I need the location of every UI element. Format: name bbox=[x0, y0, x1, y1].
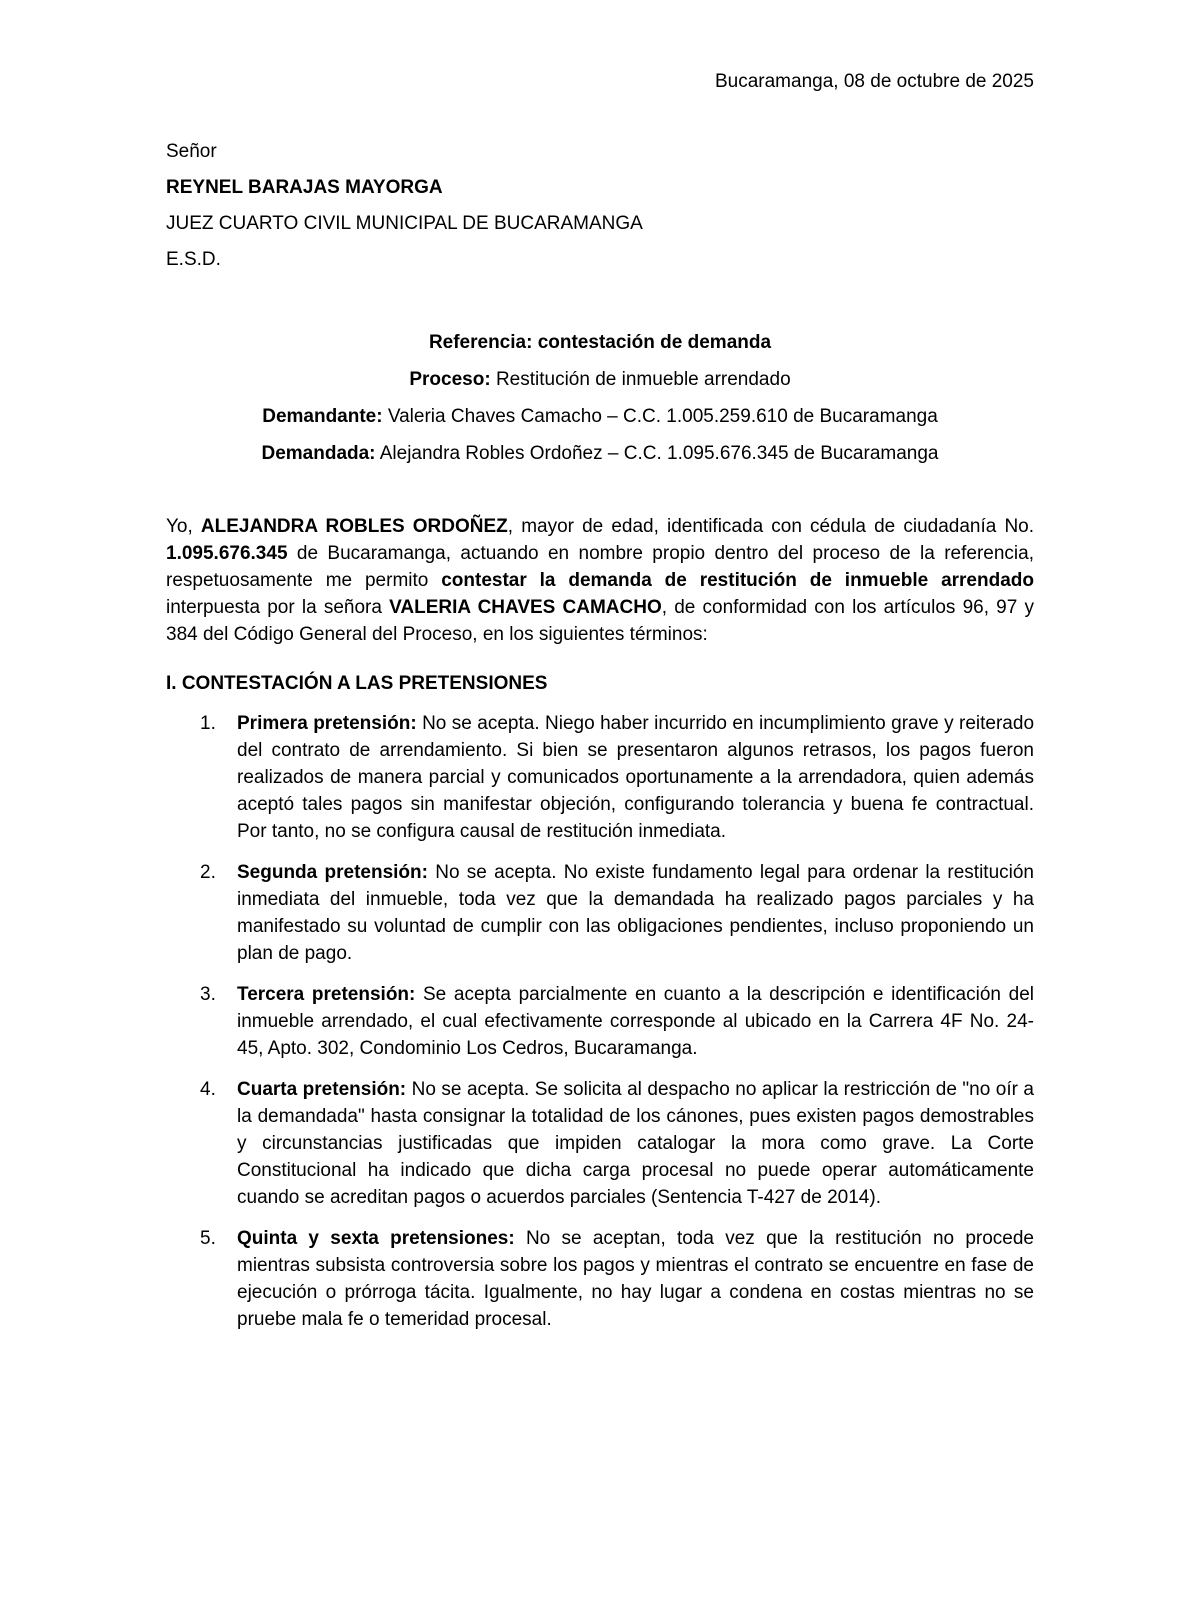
item-text: No se aceptan, toda vez que la restitución no procede mientras subsista controversia sobre los pagos y mientras el contrato se encuentre en fase de ejecución o prórroga tácita. Igualmente, no hay lugar a condena en costas mientras no se pruebe mala fe o temeridad procesal. bbox=[237, 1228, 1034, 1330]
item-number: 2. bbox=[200, 862, 216, 883]
item-label: Tercera pretensión: bbox=[237, 984, 416, 1005]
intro-bold-plaintiff: VALERIA CHAVES CAMACHO bbox=[389, 597, 662, 618]
intro-bold-name: ALEJANDRA ROBLES ORDOÑEZ bbox=[200, 516, 508, 537]
intro-paragraph bbox=[166, 513, 1034, 648]
list-item bbox=[166, 710, 1034, 845]
intro-text-1: Yo, bbox=[166, 516, 201, 537]
item-label: Segunda pretensión: bbox=[237, 862, 428, 883]
demandada-label: Demandada: bbox=[261, 443, 376, 464]
addressee-position: JUEZ CUARTO CIVIL MUNICIPAL DE BUCARAMANGA bbox=[166, 213, 643, 234]
section-title: I. CONTESTACIÓN A LAS PRETENSIONES bbox=[166, 673, 548, 694]
item-text: No se acepta. Niego haber incurrido en incumplimiento grave y reiterado del contrato de arrendamiento. Si bien se presentaron algunos retrasos, los pagos fueron realizados de manera parcial y comunicados oportunamente a la arrendadora, quien además aceptó tales pagos sin manifestar objeción, configurando tolerancia y buena fe contractual. Por tanto, no se configura causal de restitución inmediata. bbox=[237, 713, 1035, 842]
intro-text-5: , de conformidad con los artículos 96, 97 y 384 del Código General del Proceso, en los siguientes términos: bbox=[166, 597, 1034, 645]
intro-bold-action: contestar la demanda de restitución de inmueble arrendado bbox=[441, 570, 1034, 591]
item-number: 4. bbox=[200, 1079, 216, 1100]
addressee-block bbox=[166, 138, 1034, 273]
reference-title: Referencia: contestación de demanda bbox=[428, 332, 772, 353]
intro-text-3: de Bucaramanga, actuando en nombre propio dentro del proceso de la referencia, respetuosamente me permito bbox=[166, 543, 1034, 591]
pretensiones-list bbox=[166, 710, 1034, 1333]
proceso-label: Proceso: bbox=[409, 369, 491, 390]
item-label: Primera pretensión: bbox=[237, 713, 417, 734]
item-label: Cuarta pretensión: bbox=[237, 1079, 407, 1100]
item-text: Se acepta parcialmente en cuanto a la descripción e identificación del inmueble arrendado, el cual efectivamente corresponde al ubicado en la Carrera 4F No. 24-45, Apto. 302, Condominio Los Cedros, Bucaramanga. bbox=[237, 984, 1034, 1059]
item-number: 1. bbox=[200, 713, 216, 734]
item-text: No se acepta. Se solicita al despacho no aplicar la restricción de "no oír a la demandada" hasta consignar la totalidad de los cánones, pues existen pagos demostrables y circunstancias justificadas que impiden catalogar la mora como grave. La Corte Constitucional ha indicado que dicha carga procesal no puede operar automáticamente cuando se acreditan pagos o acuerdos parciales (Sentencia T-427 de 2014). bbox=[237, 1079, 1034, 1208]
list-item bbox=[166, 1225, 1034, 1333]
item-number: 3. bbox=[200, 984, 216, 1005]
demandante-value: Valeria Chaves Camacho – C.C. 1.005.259.610 de Bucaramanga bbox=[382, 406, 938, 427]
document-page bbox=[0, 68, 1200, 1621]
list-item bbox=[166, 859, 1034, 967]
esd: E.S.D. bbox=[166, 249, 221, 270]
addressee-name: REYNEL BARAJAS MAYORGA bbox=[166, 177, 443, 198]
salutation: Señor bbox=[166, 141, 217, 162]
item-number: 5. bbox=[200, 1228, 216, 1249]
intro-bold-cedula: 1.095.676.345 bbox=[166, 543, 288, 564]
reference-proceso bbox=[166, 366, 1034, 393]
reference-demandante bbox=[166, 403, 1034, 430]
proceso-value: Restitución de inmueble arrendado bbox=[490, 369, 791, 390]
reference-demandada bbox=[166, 440, 1034, 467]
list-item bbox=[166, 981, 1034, 1062]
intro-text-2: , mayor de edad, identificada con cédula de ciudadanía No. bbox=[507, 516, 1035, 537]
intro-text-4: interpuesta por la señora bbox=[166, 597, 390, 618]
date-line: Bucaramanga, 08 de octubre de 2025 bbox=[714, 71, 1034, 92]
item-label: Quinta y sexta pretensiones: bbox=[237, 1228, 515, 1249]
reference-block bbox=[166, 329, 1034, 467]
demandada-value: Alejandra Robles Ordoñez – C.C. 1.095.676.345 de Bucaramanga bbox=[375, 443, 939, 464]
demandante-label: Demandante: bbox=[262, 406, 383, 427]
item-text: No se acepta. No existe fundamento legal para ordenar la restitución inmediata del inmueble, toda vez que la demandada ha realizado pagos parciales y ha manifestado su voluntad de cumplir con las obligaciones pendientes, incluso proponiendo un plan de pago. bbox=[237, 862, 1034, 964]
list-item bbox=[166, 1076, 1034, 1211]
